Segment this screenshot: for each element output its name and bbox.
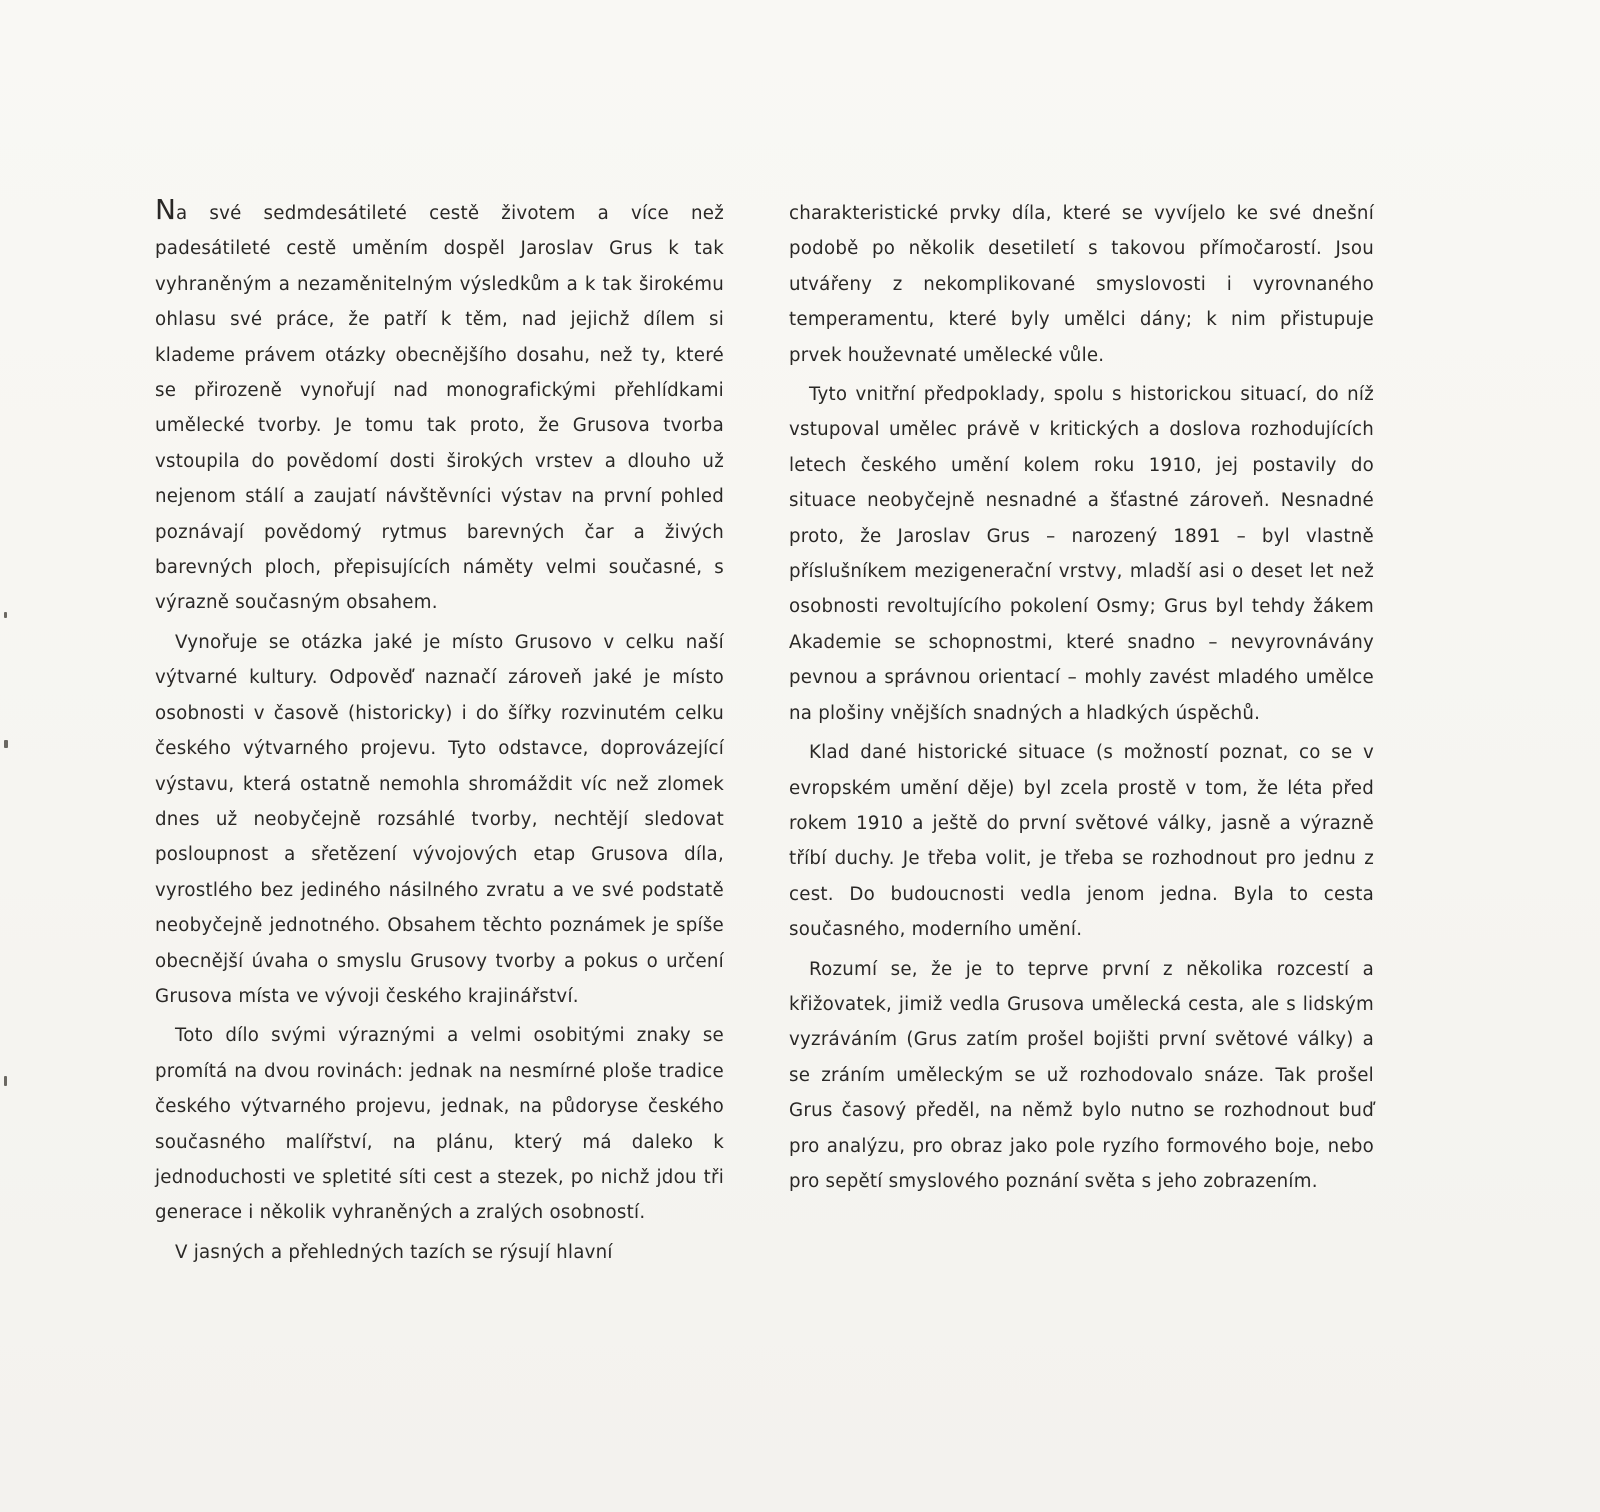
paragraph: Klad dané historické situace (s možností poznat, co se v evropském umění děje) byl zcela prostě v tom, že léta před rokem 1910 a ještě do první světové války, jasně a výrazně tříbí duchy. Je třeba volit, je třeba se rozhodnout pro jednu z cest. Do budoucnosti vedla jenom jedna. Byla to cesta současného, moderního umění. — [789, 742, 1374, 941]
binding-mark — [4, 612, 7, 618]
drop-cap: N — [155, 193, 176, 226]
paragraph: V jasných a přehledných tazích se rýsují hlavní — [175, 1241, 613, 1263]
paragraph-intro-text: a své sedmdesátileté cestě životem a více než padesátileté cestě uměním dospěl Jaroslav Grus k tak vyhraněným a nezaměnitelným výsledkům a k tak širokému ohlasu své práce, že patří k těm, nad jejichž dílem si klademe právem otázky obecnějšího dosahu, než ty, které se přirozeně vynořují nad monografickými přehlídkami umělecké tvorby. Je tomu tak proto, že Grusova tvorba vstoupila do povědomí dosti širokých vrstev a dlouho už nejenom stálí a zaujatí návštěvníci výstav na první pohled poznávají povědomý rytmus barevných čar a živých barevných ploch, přepisujících náměty velmi současné, s výrazně současným obsahem. — [155, 203, 724, 614]
paragraph: Toto dílo svými výraznými a velmi osobitými znaky se promítá na dvou rovinách: jednak na nesmírné ploše tradice českého výtvarného projevu, jednak, na půdoryse českého současného malířství, na plánu, který má daleko k jednoduchosti ve spletité síti cest a stezek, po nichž jdou tři generace i několik vyhraněných a zralých osobností. — [155, 1025, 724, 1224]
binding-mark — [4, 740, 8, 748]
paragraph: charakteristické prvky díla, které se vyvíjelo ke své dnešní podobě po několik desetiletí s takovou přímočarostí. Jsou utvářeny z nekomplikované smyslovosti i vyrovnaného temperamentu, které byly umělci dány; k nim přistupuje prvek houževnaté umělecké vůle. — [789, 203, 1374, 366]
right-text-column — [789, 196, 1374, 1199]
paragraph: Vynořuje se otázka jaké je místo Grusovo v celku naší výtvarné kultury. Odpověď naznačí zároveň jaké je místo osobnosti v časově (historicky) i do šířky rozvinutém celku českého výtvarného projevu. Tyto odstavce, doprovázející výstavu, která ostatně nemohla shromáždit víc než zlomek dnes už neobyčejně rozsáhlé tvorby, nechtějí sledovat posloupnost a sřetězení vývojových etap Grusova díla, vyrostlého bez jediného násilného zvratu a ve své podstatě neobyčejně jednotného. Obsahem těchto poznámek je spíše obecnější úvaha o smyslu Grusovy tvorby a pokus o určení Grusova místa ve vývoji českého krajinářství. — [155, 631, 724, 1007]
binding-mark — [4, 1076, 7, 1086]
paragraph: Rozumí se, že je to teprve první z několika rozcestí a křižovatek, jimiž vedla Grusova umělecká cesta, ale s lidským vyzráváním (Grus zatím prošel bojišti první světové války) a se zráním uměleckým se už rozhodovalo snáze. Tak prošel Grus časový předěl, na němž bylo nutno se rozhodnout buď pro analýzu, pro obraz jako pole ryzího formového boje, nebo pro sepětí smyslového poznání světa s jeho zobrazením. — [789, 958, 1374, 1192]
left-text-column — [155, 193, 724, 1270]
paragraph: Tyto vnitřní předpoklady, spolu s historickou situací, do níž vstupoval umělec právě v kritických a doslova rozhodujících letech českého umění kolem roku 1910, jej postavily do situace neobyčejně nesnadné a šťastné zároveň. Nesnadné proto, že Jaroslav Grus – narozený 1891 – byl vlastně příslušníkem mezigenerační vrstvy, mladší asi o deset let než osobnosti revoltujícího pokolení Osmy; Grus byl tehdy žákem Akademie se schopnostmi, které snadno – nevyrovnávány pevnou a správnou orientací – mohly zavést mladého umělce na plošiny vnějších snadných a hladkých úspěchů. — [789, 384, 1374, 724]
paragraph-intro — [155, 193, 724, 621]
